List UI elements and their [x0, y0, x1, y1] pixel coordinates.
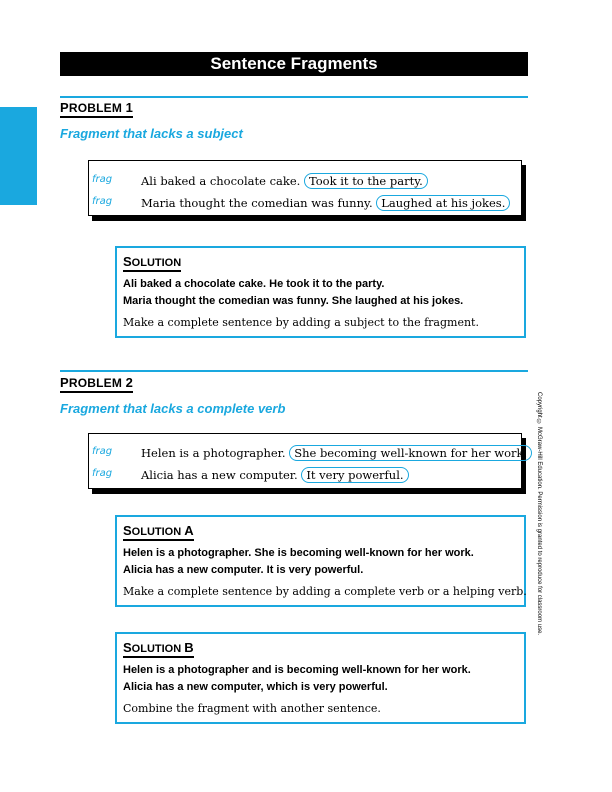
example-text: Alicia has a new computer. It very powerful.	[141, 468, 409, 482]
page-title: Sentence Fragments	[60, 52, 528, 76]
problem-1-label: PROBLEM 1	[60, 100, 133, 118]
frag-mark: frag	[92, 174, 113, 185]
fragment-circle: It very powerful.	[301, 467, 408, 483]
problem-1-examples	[88, 160, 522, 216]
solution-note: Make a complete sentence by adding a complete verb or a helping verb.	[123, 585, 527, 598]
solution-b-label: SOLUTION B	[123, 640, 194, 658]
problem-1-heading: Fragment that lacks a subject	[60, 126, 243, 141]
solution-a-label: SOLUTION A	[123, 523, 194, 541]
example-text: Helen is a photographer. She becoming well-known for her work.	[141, 446, 532, 460]
frag-mark: frag	[92, 196, 113, 207]
problem-2-heading: Fragment that lacks a complete verb	[60, 401, 286, 416]
fragment-circle: She becoming well-known for her work.	[289, 445, 532, 461]
problem-1-rule	[60, 96, 528, 98]
solution-line: Maria thought the comedian was funny. She laughed at his jokes.	[123, 295, 464, 307]
solution-line: Helen is a photographer and is becoming well-known for her work.	[123, 664, 471, 676]
solution-a-box	[115, 515, 526, 607]
example-text: Maria thought the comedian was funny. Laughed at his jokes.	[141, 196, 510, 210]
copyright-notice: Copyright © McGraw-Hill Education. Permission is granted to reproduce for classroom use.	[536, 392, 542, 636]
problem-2-label: PROBLEM 2	[60, 375, 133, 393]
fragment-circle: Took it to the party.	[304, 173, 428, 189]
solution-line: Alicia has a new computer, which is very powerful.	[123, 681, 388, 693]
fragment-circle: Laughed at his jokes.	[376, 195, 510, 211]
problem-2-examples	[88, 433, 528, 489]
solution-line: Helen is a photographer. She is becoming well-known for her work.	[123, 547, 474, 559]
solution-note: Make a complete sentence by adding a subject to the fragment.	[123, 316, 479, 329]
frag-mark: frag	[92, 468, 113, 479]
solution-label: SOLUTION	[123, 254, 181, 272]
frag-mark: frag	[92, 446, 113, 457]
section-tab	[0, 107, 37, 205]
example-text: Ali baked a chocolate cake. Took it to the party.	[141, 174, 428, 188]
solution-note: Combine the fragment with another sentence.	[123, 702, 381, 715]
solution-line: Alicia has a new computer. It is very powerful.	[123, 564, 364, 576]
solution-line: Ali baked a chocolate cake. He took it to the party.	[123, 278, 385, 290]
solution-box	[115, 246, 526, 338]
problem-2-rule	[60, 370, 528, 372]
solution-b-box	[115, 632, 526, 724]
